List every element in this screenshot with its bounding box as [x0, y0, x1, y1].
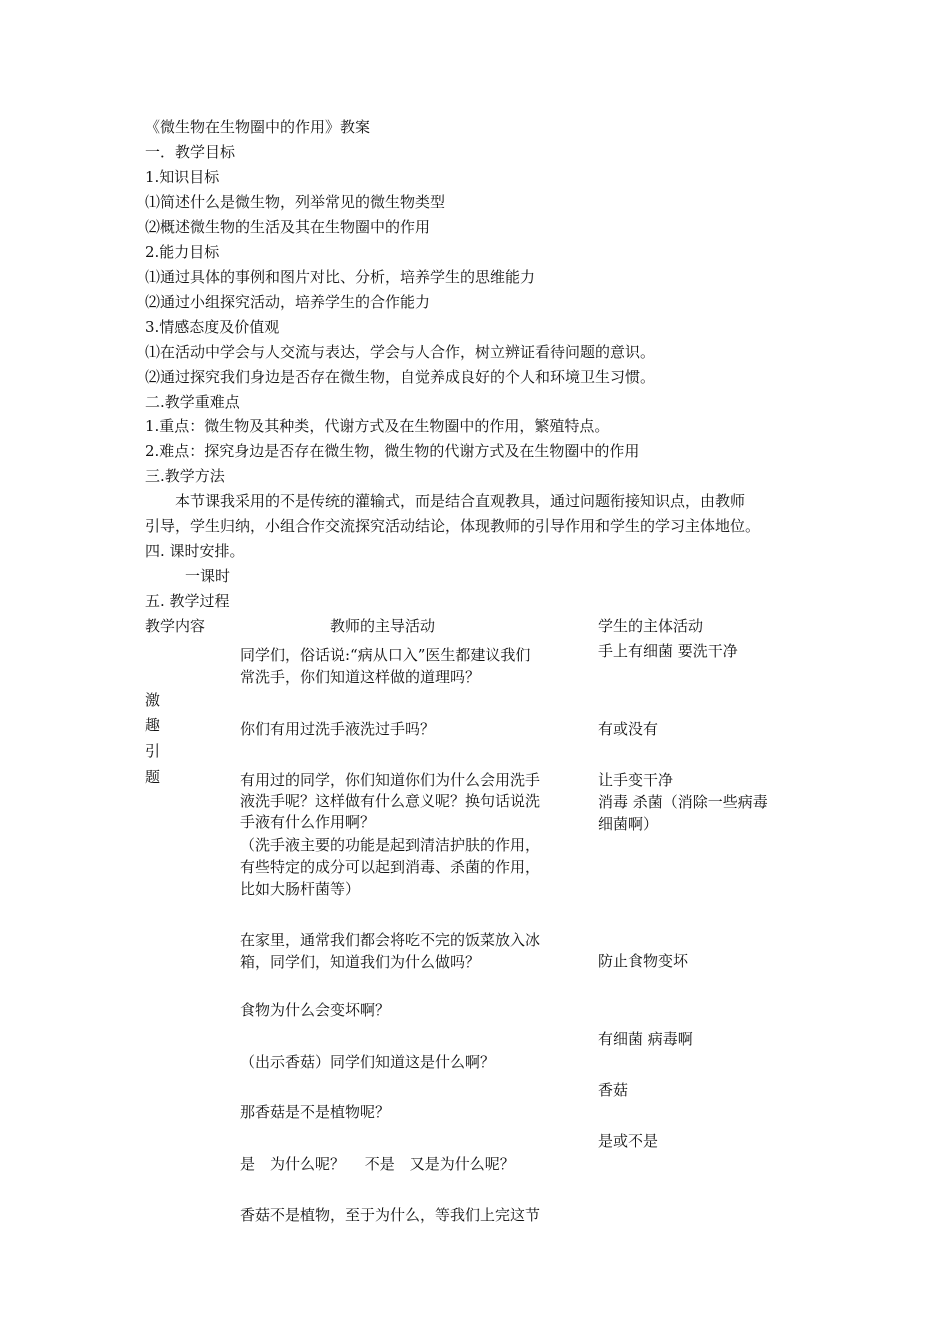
student-text-4: 防止食物变坏 — [598, 952, 689, 970]
teacher-text-1a: 同学们，俗话说:“病从口入”医生都建议我们 — [240, 646, 531, 664]
section-heading-keypoints: 二.教学重难点 — [145, 393, 240, 411]
table-header-student: 学生的主体活动 — [598, 617, 704, 635]
teacher-text-1b: 常洗手，你们知道这样做的道理吗？ — [240, 668, 481, 686]
section-label-char-1: 激 — [145, 691, 161, 709]
section-heading-objectives: 一．教学目标 — [145, 143, 236, 161]
student-text-3a: 让手变干净 — [598, 771, 674, 789]
teacher-text-6: （出示香菇）同学们知道这是什么啊？ — [240, 1053, 496, 1071]
teacher-text-5: 食物为什么会变坏啊？ — [240, 1001, 391, 1019]
ability-item-1: ⑴通过具体的事例和图片对比、分析，培养学生的思维能力 — [145, 268, 536, 286]
student-text-3c: 细菌啊） — [598, 815, 659, 833]
teacher-text-4b: 箱，同学们，知道我们为什么做吗？ — [240, 953, 481, 971]
teacher-text-3f: 比如大肠杆菌等） — [240, 880, 361, 898]
student-text-2: 有或没有 — [598, 720, 659, 738]
subheading-ability: 2.能力目标 — [145, 243, 220, 261]
values-item-2: ⑵通过探究我们身边是否存在微生物，自觉养成良好的个人和环境卫生习惯。 — [145, 368, 656, 386]
values-item-1: ⑴在活动中学会与人交流与表达，学会与人合作，树立辨证看待问题的意识。 — [145, 343, 656, 361]
knowledge-item-1: ⑴简述什么是微生物，列举常见的微生物类型 — [145, 193, 446, 211]
keypoint-focus: 1.重点：微生物及其种类，代谢方式及在生物圈中的作用，繁殖特点。 — [145, 417, 610, 435]
section-heading-process: 五. 教学过程 — [145, 592, 230, 610]
teacher-text-9: 香菇不是植物，至于为什么，等我们上完这节 — [240, 1206, 541, 1224]
teacher-text-3d: （洗手液主要的功能是起到清洁护肤的作用， — [240, 836, 541, 854]
knowledge-item-2: ⑵概述微生物的生活及其在生物圈中的作用 — [145, 218, 431, 236]
teacher-text-3b: 液洗手呢？这样做有什么意义呢？换句话说洗 — [240, 792, 541, 810]
teacher-text-3a: 有用过的同学，你们知道你们为什么会用洗手 — [240, 771, 541, 789]
student-text-6: 香菇 — [598, 1081, 629, 1099]
teacher-text-2: 你们有用过洗手液洗过手吗？ — [240, 720, 436, 738]
section-label-char-2: 趣 — [145, 716, 161, 734]
section-label-char-3: 引 — [145, 742, 161, 760]
student-text-7: 是或不是 — [598, 1132, 659, 1150]
keypoint-difficulty: 2.难点：探究身边是否存在微生物，微生物的代谢方式及在生物圈中的作用 — [145, 442, 640, 460]
teacher-text-4a: 在家里，通常我们都会将吃不完的饭菜放入冰 — [240, 931, 541, 949]
teacher-text-3c: 手液有什么作用啊？ — [240, 813, 376, 831]
section-heading-methods: 三.教学方法 — [145, 467, 225, 485]
section-heading-schedule: 四. 课时安排。 — [145, 542, 245, 560]
student-text-3b: 消毒 杀菌（消除一些病毒 — [598, 793, 768, 811]
teacher-text-8: 是 为什么呢？ 不是 又是为什么呢？ — [240, 1155, 515, 1173]
method-paragraph-line-1: 本节课我采用的不是传统的灌输式，而是结合直观教具，通过问题衔接知识点，由教师 — [175, 492, 746, 510]
ability-item-2: ⑵通过小组探究活动，培养学生的合作能力 — [145, 293, 431, 311]
teacher-text-7: 那香菇是不是植物呢？ — [240, 1103, 391, 1121]
student-text-5: 有细菌 病毒啊 — [598, 1030, 693, 1048]
table-header-content: 教学内容 — [145, 617, 206, 635]
table-header-teacher: 教师的主导活动 — [330, 617, 436, 635]
student-text-1: 手上有细菌 要洗干净 — [598, 642, 738, 660]
teacher-text-3e: 有些特定的成分可以起到消毒、杀菌的作用， — [240, 858, 541, 876]
subheading-knowledge: 1.知识目标 — [145, 168, 220, 186]
subheading-values: 3.情感态度及价值观 — [145, 318, 280, 336]
method-paragraph-line-2: 引导，学生归纳，小组合作交流探究活动结论，体现教师的引导作用和学生的学习主体地位。 — [145, 517, 761, 535]
schedule-period: 一课时 — [185, 567, 231, 585]
section-label-char-4: 题 — [145, 768, 161, 786]
doc-title: 《微生物在生物圈中的作用》教案 — [145, 118, 371, 136]
